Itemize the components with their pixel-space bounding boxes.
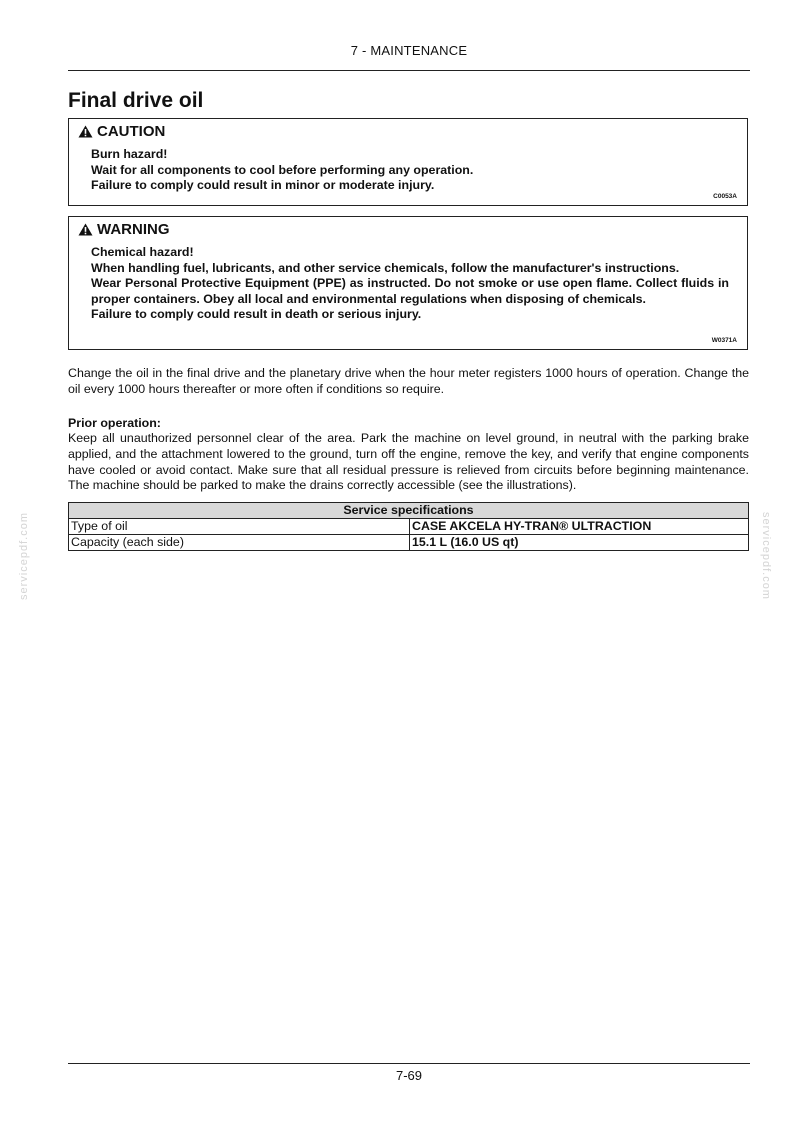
caution-code: C0053A xyxy=(713,193,737,200)
prior-operation-heading: Prior operation: xyxy=(68,416,161,430)
warning-text xyxy=(91,245,729,323)
intro-paragraph: Change the oil in the final drive and the planetary drive when the hour meter registers 1000 hours of operation. Change the oil every 1000 hours thereafter or more often if conditions so require. xyxy=(68,366,749,396)
table-row xyxy=(69,535,749,551)
caution-line: Failure to comply could result in minor or moderate injury. xyxy=(91,178,435,193)
caution-heading xyxy=(78,123,165,140)
warning-box xyxy=(68,216,748,350)
spec-label: Capacity (each side) xyxy=(69,535,410,551)
warning-code: W0371A xyxy=(711,337,737,344)
warning-triangle-icon xyxy=(78,223,93,236)
table-row xyxy=(69,519,749,535)
warning-heading xyxy=(78,221,170,238)
watermark-left: servicepdf.com xyxy=(18,512,30,600)
caution-text xyxy=(91,147,729,194)
spec-label: Type of oil xyxy=(69,519,410,535)
table-header-row xyxy=(69,503,749,519)
warning-line: When handling fuel, lubricants, and other service chemicals, follow the manufacturer's instructions. xyxy=(91,260,680,275)
watermark-right: servicepdf.com xyxy=(760,512,772,600)
caution-box xyxy=(68,118,748,206)
header-rule xyxy=(68,70,750,71)
spec-value: 15.1 L (16.0 US qt) xyxy=(410,535,749,551)
warning-line: Failure to comply could result in death or serious injury. xyxy=(91,307,422,322)
table-caption: Service specifications xyxy=(69,503,749,519)
service-specifications-table xyxy=(68,502,749,551)
warning-triangle-icon xyxy=(78,125,93,138)
warning-label: WARNING xyxy=(97,221,170,238)
warning-line: Chemical hazard! xyxy=(91,245,194,259)
running-header: 7 - MAINTENANCE xyxy=(350,43,468,58)
page-number: 7-69 xyxy=(395,1068,423,1083)
spec-value: CASE AKCELA HY-TRAN® ULTRACTION xyxy=(410,519,749,535)
warning-line: Wear Personal Protective Equipment (PPE) as instructed. Do not smoke or use open flame. Collect fluids in proper containers. Obey all local and environmental regulations when disposing of chemicals. xyxy=(91,276,729,306)
caution-label: CAUTION xyxy=(97,123,166,140)
prior-operation-paragraph: Keep all unauthorized personnel clear of the area. Park the machine on level ground, in neutral with the parking brake applied, and the attachment lowered to the ground, turn off the engine, remove the key, and verify that engine components have cooled or avoid contact. Make sure that all residual pressure is relieved from circuits before beginning maintenance. The machine should be parked to make the drains correctly accessible (see the illustrations). xyxy=(68,431,749,493)
page-title: Final drive oil xyxy=(68,89,204,112)
caution-line: Burn hazard! xyxy=(91,147,168,161)
caution-line: Wait for all components to cool before performing any operation. xyxy=(91,162,474,177)
footer-rule xyxy=(68,1063,750,1064)
